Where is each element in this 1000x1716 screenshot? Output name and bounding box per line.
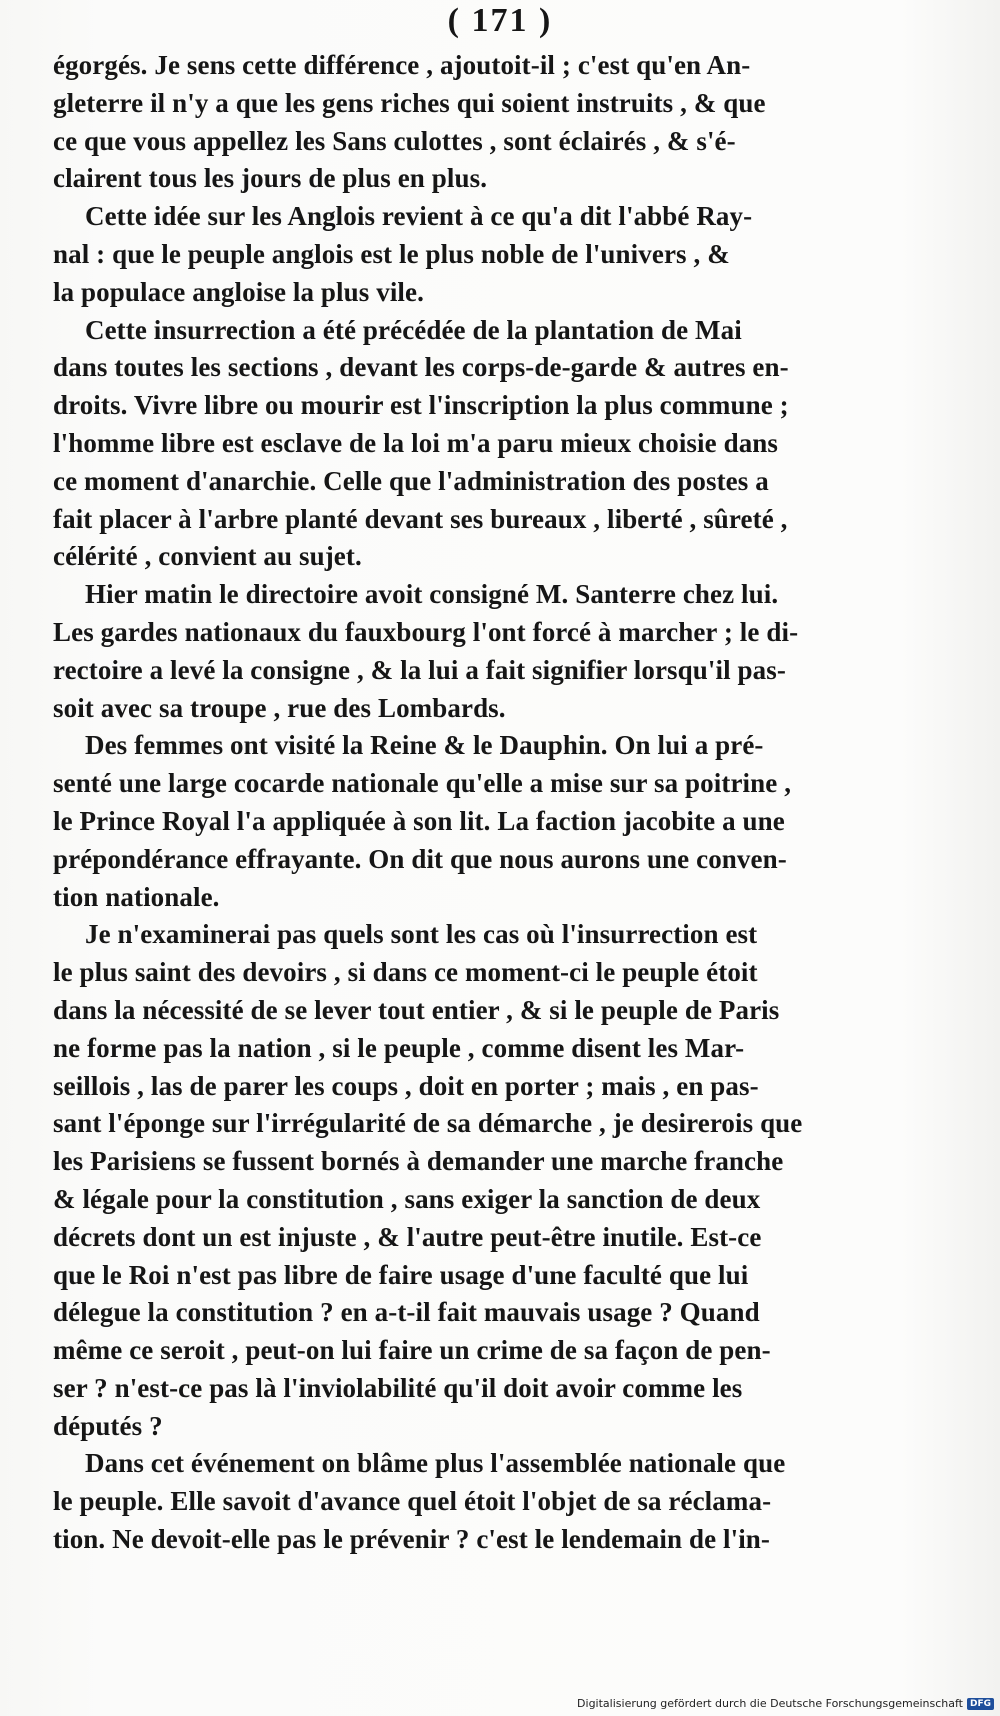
text-line: fait placer à l'arbre planté devant ses bureaux , liberté , sûreté , [53, 503, 788, 534]
text-line: seillois , las de parer les coups , doit en porter ; mais , en pas- [53, 1070, 759, 1101]
text-line: senté une large cocarde nationale qu'elle a mise sur sa poitrine , [53, 768, 792, 799]
text-line: soit avec sa troupe , rue des Lombards. [53, 692, 506, 723]
paragraph [53, 576, 933, 727]
text-line: députés ? [53, 1410, 163, 1441]
text-line: Dans cet événement on blâme plus l'assemblée nationale que [85, 1448, 786, 1479]
text-line: clairent tous les jours de plus en plus. [53, 163, 488, 194]
paragraph [53, 1445, 933, 1558]
text-line: ne forme pas la nation , si le peuple , comme disent les Mar- [53, 1032, 745, 1063]
text-line: le plus saint des devoirs , si dans ce moment-ci le peuple étoit [53, 957, 758, 988]
text-line: sant l'éponge sur l'irrégularité de sa démarche , je desirerois que [53, 1108, 803, 1139]
text-line: Je n'examinerai pas quels sont les cas où l'insurrection est [85, 919, 758, 950]
digitization-credit [577, 1697, 994, 1710]
body-text [53, 47, 933, 1559]
text-line: la populace angloise la plus vile. [53, 276, 424, 307]
text-line: le peuple. Elle savoit d'avance quel étoit l'objet de sa réclama- [53, 1486, 772, 1517]
text-line: Cette idée sur les Anglois revient à ce qu'a dit l'abbé Ray- [85, 201, 753, 232]
text-line: même ce seroit , peut-on lui faire un crime de sa façon de pen- [53, 1335, 771, 1366]
text-line: décrets dont un est injuste , & l'autre peut-être inutile. Est-ce [53, 1221, 762, 1252]
text-line: Hier matin le directoire avoit consigné M. Santerre chez lui. [85, 579, 779, 610]
paragraph [53, 312, 933, 577]
text-line: tion nationale. [53, 881, 220, 912]
page-number: ( 171 ) [447, 2, 553, 39]
text-line: ce moment d'anarchie. Celle que l'administration des postes a [53, 465, 769, 496]
text-line: l'homme libre est esclave de la loi m'a paru mieux choisie dans [53, 427, 779, 458]
text-line: droits. Vivre libre ou mourir est l'inscription la plus commune ; [53, 390, 789, 421]
text-line: nal : que le peuple anglois est le plus noble de l'univers , & [53, 238, 730, 269]
text-line: & légale pour la constitution , sans exiger la sanction de deux [53, 1183, 761, 1214]
paragraph [53, 198, 933, 311]
text-line: Des femmes ont visité la Reine & le Dauphin. On lui a pré- [85, 730, 764, 761]
text-line: dans toutes les sections , devant les corps-de-garde & autres en- [53, 352, 789, 383]
text-line: gleterre il n'y a que les gens riches qui soient instruits , & que [53, 87, 766, 118]
paragraph [53, 916, 933, 1445]
text-line: rectoire a levé la consigne , & la lui a fait signifier lorsqu'il pas- [53, 654, 786, 685]
credit-text: Digitalisierung gefördert durch die Deutsche Forschungsgemeinschaft [577, 1697, 963, 1710]
dfg-logo: DFG [967, 1698, 994, 1710]
text-line: Les gardes nationaux du fauxbourg l'ont forcé à marcher ; le di- [53, 616, 799, 647]
paragraph [53, 47, 933, 198]
text-line: prépondérance effrayante. On dit que nous aurons une conven- [53, 843, 787, 874]
text-line: célérité , convient au sujet. [53, 541, 362, 572]
paragraph [53, 727, 933, 916]
text-line: égorgés. Je sens cette différence , ajoutoit-il ; c'est qu'en An- [53, 50, 751, 80]
text-line: les Parisiens se fussent bornés à demander une marche franche [53, 1146, 784, 1177]
text-line: tion. Ne devoit-elle pas le prévenir ? c'est le lendemain de l'in- [53, 1524, 771, 1555]
text-line: délegue la constitution ? en a-t-il fait mauvais usage ? Quand [53, 1297, 760, 1328]
text-line: que le Roi n'est pas libre de faire usage d'une faculté que lui [53, 1259, 749, 1290]
text-line: ce que vous appellez les Sans culottes , sont éclairés , & s'é- [53, 125, 736, 156]
text-line: Cette insurrection a été précédée de la plantation de Mai [85, 314, 742, 345]
text-line: dans la nécessité de se lever tout entier , & si le peuple de Paris [53, 994, 780, 1025]
text-line: le Prince Royal l'a appliquée à son lit. La faction jacobite a une [53, 805, 785, 836]
text-line: ser ? n'est-ce pas là l'inviolabilité qu'il doit avoir comme les [53, 1372, 743, 1403]
